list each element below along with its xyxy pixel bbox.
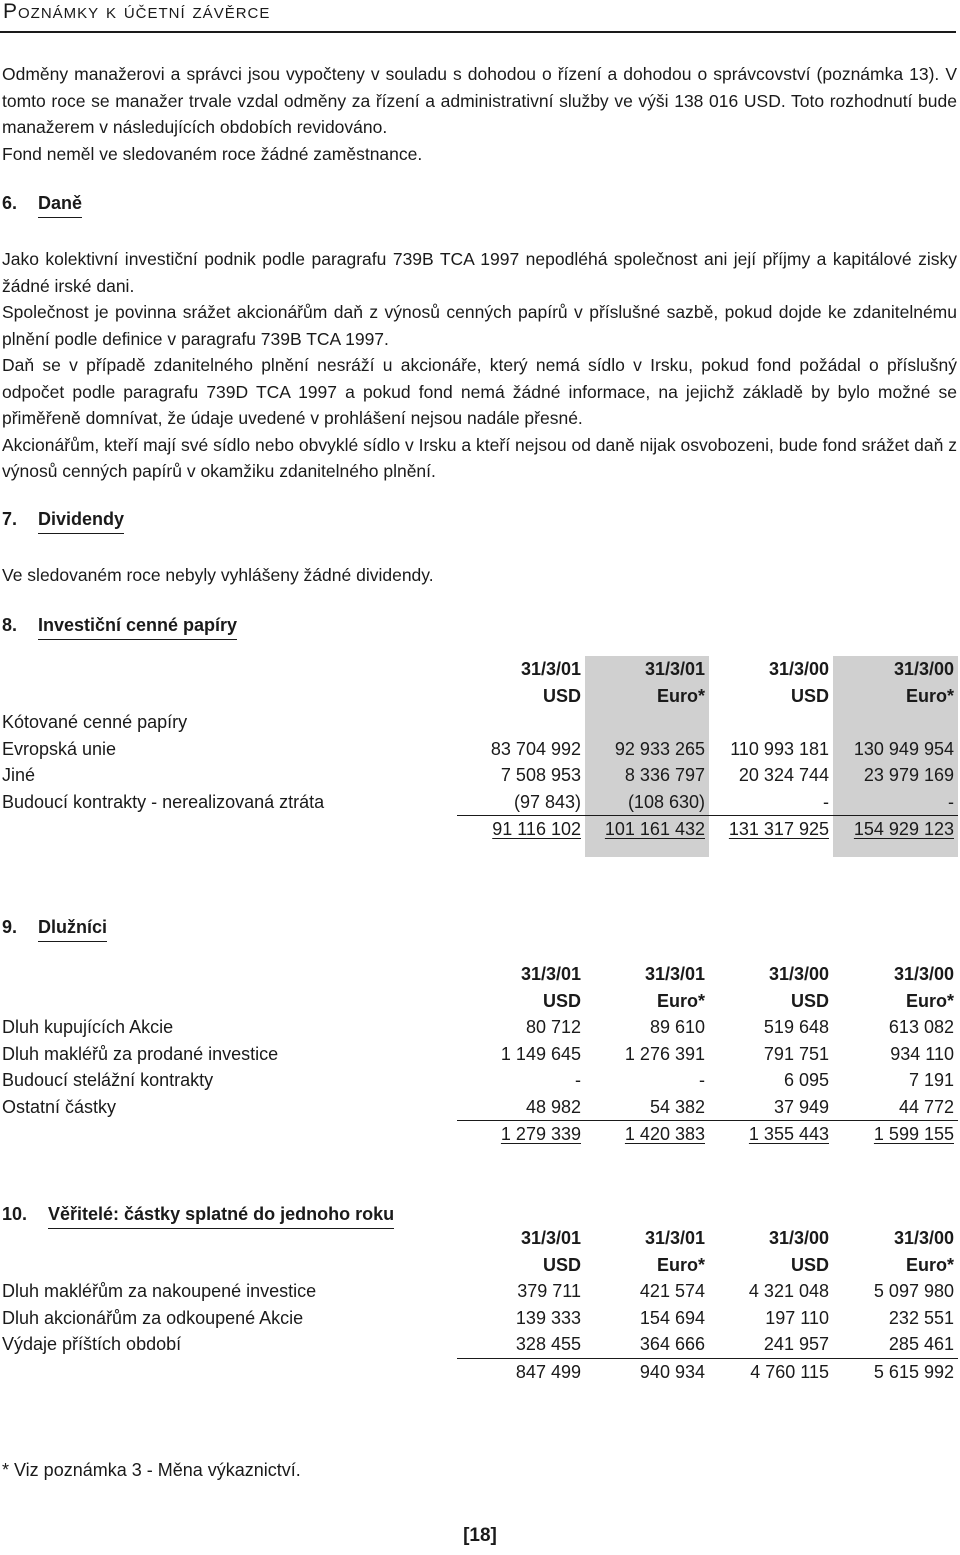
tax-paragraph: Jako kolektivní investiční podnik podle paragrafu 739B TCA 1997 nepodléhá společnost ani její příjmy a kapitálové zisky žádné irské dani. <box>2 249 957 296</box>
table-row <box>0 709 958 736</box>
cell-value: 4 321 048 <box>748 1281 829 1301</box>
cell-value: 241 957 <box>763 1334 829 1354</box>
cell-value: 285 461 <box>888 1334 954 1354</box>
cell-value: 7 508 953 <box>500 765 581 785</box>
total-value: 1 355 443 <box>709 1121 833 1148</box>
cell-value: 519 648 <box>763 1017 829 1037</box>
section-title: Investiční cenné papíry <box>38 615 237 640</box>
debtors-table <box>0 961 958 1148</box>
row-label: Jiné <box>2 765 36 785</box>
col-date: 31/3/01 <box>644 964 705 984</box>
cell-value: 7 191 <box>908 1070 954 1090</box>
section-number: 6. <box>2 193 18 213</box>
total-value: 5 615 992 <box>833 1358 958 1385</box>
total-value: 1 599 155 <box>833 1121 958 1148</box>
table-row <box>0 1278 958 1305</box>
cell-value: 92 933 265 <box>585 736 709 763</box>
total-value: 4 760 115 <box>709 1358 833 1385</box>
cell-value: 421 574 <box>639 1281 705 1301</box>
cell-value: 5 097 980 <box>873 1281 954 1301</box>
cell-value: 44 772 <box>898 1096 954 1117</box>
cell-value: - <box>699 1070 705 1090</box>
col-currency: Euro* <box>905 990 954 1011</box>
table-row <box>0 1067 958 1094</box>
page-header: Poznámky k účetní závěrce <box>3 0 271 23</box>
table-header-row <box>0 1225 958 1252</box>
col-currency: Euro* <box>585 683 709 710</box>
cell-value: 1 149 645 <box>500 1043 581 1064</box>
creditors-table <box>0 1225 958 1385</box>
row-label: Budoucí kontrakty - nerealizovaná ztráta <box>2 791 325 812</box>
row-label: Dluh makléřům za nakoupené investice <box>2 1281 317 1301</box>
tax-paragraph: Akcionářům, kteří mají své sídlo nebo obvyklé sídlo v Irsku a kteří nejsou od daně nijak osvobozeni, bude fond srážet daň z výnosů cenných papírů v okamžiku zdanitelného plnění. <box>2 434 957 481</box>
total-value: 940 934 <box>585 1358 709 1385</box>
col-date: 31/3/01 <box>644 1228 705 1248</box>
cell-value: 20 324 744 <box>738 765 829 785</box>
section-number: 9. <box>2 917 18 937</box>
section-number: 7. <box>2 509 18 529</box>
cell-value: 934 110 <box>890 1043 954 1064</box>
col-date: 31/3/00 <box>893 1228 954 1248</box>
cell-value: - <box>823 791 829 812</box>
table-spacer-row <box>0 843 958 857</box>
col-currency: USD <box>790 685 829 706</box>
tax-paragraph: Společnost je povinna srážet akcionářům daň z výnosů cenných papírů v příslušné sazbě, pokud dojde ke zdanitelnému plnění podle definice v paragrafu 739B TCA 1997. <box>2 302 957 349</box>
total-value: 101 161 432 <box>585 816 709 843</box>
col-date: 31/3/01 <box>520 659 581 679</box>
table-header-row <box>0 1252 958 1279</box>
total-value: 847 499 <box>457 1358 585 1385</box>
total-value: 1 420 383 <box>585 1121 709 1148</box>
cell-value: 23 979 169 <box>833 762 958 789</box>
page-number: [18] <box>463 1525 497 1546</box>
tax-paragraph: Daň se v případě zdanitelného plnění nesráží u akcionáře, který nemá sídlo v Irsku, pokud fond požádal o příslušný odpočet podle paragrafu 739D TCA 1997 a pokud fond nemá žádné informace, na jejichž základě by bylo možné se přiměřeně domnívat, že údaje uvedené v prohlášení nejsou nadále přesné. <box>2 355 957 428</box>
section-7-title <box>2 509 124 534</box>
cell-value: 197 110 <box>765 1307 829 1328</box>
cell-value: 1 276 391 <box>624 1043 705 1064</box>
col-date: 31/3/00 <box>768 1228 829 1248</box>
table-row <box>0 789 958 816</box>
table-row <box>0 1041 958 1068</box>
table-total-row <box>0 1121 958 1148</box>
cell-value: (108 630) <box>585 789 709 816</box>
col-currency: Euro* <box>905 1254 954 1275</box>
table-header-row <box>0 988 958 1015</box>
table-total-row <box>0 816 958 843</box>
row-label: Dluh akcionářům za odkoupené Akcie <box>2 1307 304 1328</box>
table-row <box>0 1094 958 1121</box>
row-label: Kótované cenné papíry <box>2 712 188 732</box>
cell-value: 6 095 <box>783 1070 829 1090</box>
cell-value: 130 949 954 <box>833 736 958 763</box>
cell-value: 154 694 <box>639 1307 705 1328</box>
table-header-row <box>0 961 958 988</box>
section-number: 10. <box>2 1204 28 1224</box>
col-date: 31/3/01 <box>520 1228 581 1248</box>
intro-text <box>2 61 957 167</box>
col-date: 31/3/00 <box>833 656 958 683</box>
cell-value: 54 382 <box>649 1096 705 1117</box>
header-rule <box>0 31 956 33</box>
dividends-text: Ve sledovaném roce nebyly vyhlášeny žádné dividendy. <box>2 565 434 585</box>
cell-value: 232 551 <box>888 1307 954 1328</box>
cell-value: 139 333 <box>515 1307 581 1328</box>
total-value: 91 116 102 <box>457 816 585 843</box>
footnote: * Viz poznámka 3 - Měna výkaznictví. <box>2 1460 301 1480</box>
cell-value: 8 336 797 <box>585 762 709 789</box>
col-currency: USD <box>542 685 581 706</box>
col-date: 31/3/00 <box>768 659 829 679</box>
row-label: Dluh makléřů za prodané investice <box>2 1043 279 1064</box>
section-title: Věřitelé: částky splatné do jednoho roku <box>48 1204 394 1229</box>
intro-paragraph: Fond neměl ve sledovaném roce žádné zaměstnance. <box>2 143 423 164</box>
investments-table <box>0 656 958 857</box>
table-row <box>0 762 958 789</box>
cell-value: 80 712 <box>525 1017 581 1037</box>
table-row <box>0 736 958 763</box>
cell-value: 364 666 <box>639 1334 705 1354</box>
section-8-title <box>2 615 237 640</box>
section-title: Dividendy <box>38 509 124 534</box>
col-date: 31/3/00 <box>893 964 954 984</box>
section-9-title <box>2 917 107 942</box>
section-title: Dlužníci <box>38 917 107 942</box>
table-row <box>0 1014 958 1041</box>
row-label: Evropská unie <box>2 738 117 759</box>
col-date: 31/3/00 <box>768 964 829 984</box>
col-currency: Euro* <box>656 990 705 1011</box>
col-currency: Euro* <box>833 683 958 710</box>
section-6-title <box>2 193 82 218</box>
col-currency: USD <box>790 990 829 1011</box>
cell-value: 791 751 <box>763 1043 829 1064</box>
total-value: 131 317 925 <box>709 816 833 843</box>
cell-value: - <box>575 1070 581 1090</box>
col-date: 31/3/01 <box>585 656 709 683</box>
col-currency: USD <box>542 990 581 1011</box>
col-currency: Euro* <box>656 1254 705 1275</box>
table-row <box>0 1305 958 1332</box>
section-number: 8. <box>2 615 18 635</box>
row-label: Budoucí stelážní kontrakty <box>2 1070 214 1090</box>
section-title: Daně <box>38 193 82 218</box>
table-header-row <box>0 656 958 683</box>
row-label: Ostatní částky <box>2 1096 117 1117</box>
cell-value: 37 949 <box>773 1096 829 1117</box>
section-6-text <box>2 246 957 485</box>
cell-value: 379 711 <box>517 1281 581 1301</box>
total-value: 1 279 339 <box>457 1121 585 1148</box>
table-total-row <box>0 1358 958 1385</box>
total-value: 154 929 123 <box>833 816 958 843</box>
row-label: Dluh kupujících Akcie <box>2 1017 174 1037</box>
col-currency: USD <box>790 1254 829 1275</box>
cell-value: 613 082 <box>888 1017 954 1037</box>
cell-value: (97 843) <box>513 791 581 812</box>
col-date: 31/3/01 <box>520 964 581 984</box>
cell-value: - <box>833 789 958 816</box>
cell-value: 83 704 992 <box>490 738 581 759</box>
table-header-row <box>0 683 958 710</box>
table-row <box>0 1331 958 1358</box>
row-label: Výdaje příštích období <box>2 1334 182 1355</box>
cell-value: 110 993 181 <box>730 738 829 759</box>
cell-value: 328 455 <box>515 1334 581 1354</box>
cell-value: 48 982 <box>525 1096 581 1117</box>
intro-paragraph: Odměny manažerovi a správci jsou vypočteny v souladu s dohodou o řízení a dohodou o správcovství (poznámka 13). V tomto roce se manažer trvale vzdal odměny za řízení a administrativní služby ve výši 138 016 USD. Toto rozhodnutí bude manažerem v následujících obdobích revidováno. <box>2 64 957 137</box>
cell-value: 89 610 <box>649 1017 705 1037</box>
col-currency: USD <box>542 1254 581 1275</box>
